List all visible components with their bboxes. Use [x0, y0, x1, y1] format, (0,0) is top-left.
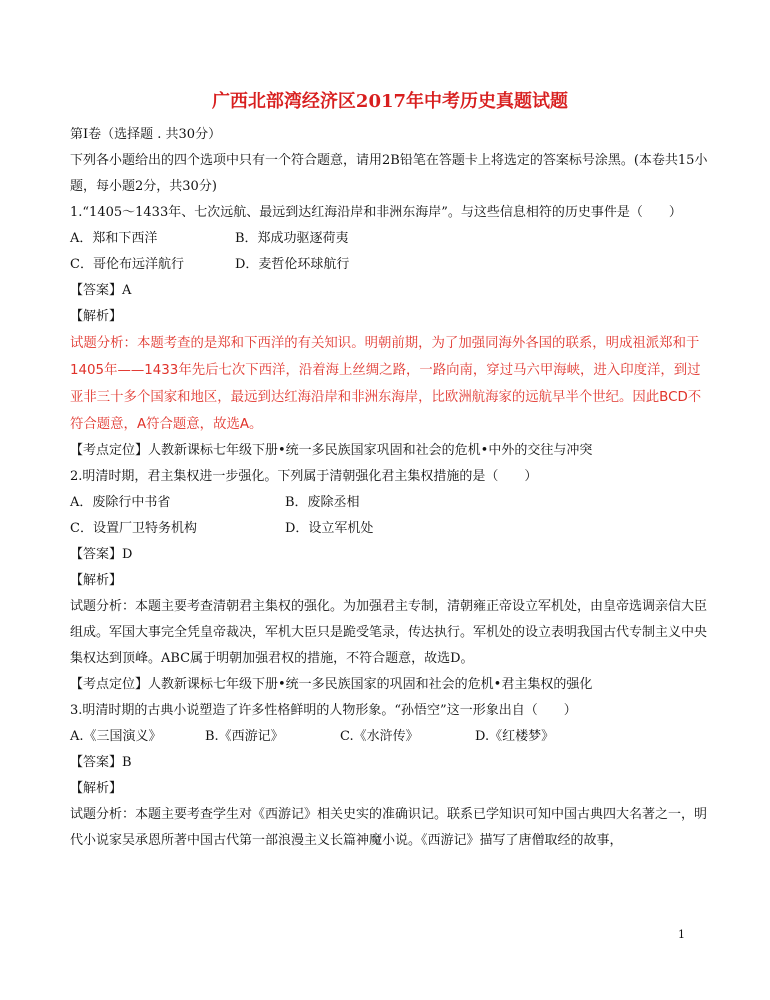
question-1-option-d: D．麦哲伦环球航行	[235, 257, 350, 272]
question-1-option-a: A．郑和下西洋	[70, 231, 158, 246]
question-1-option-b: B．郑成功驱逐荷夷	[235, 231, 349, 246]
question-2-option-b: B．废除丞相	[285, 495, 360, 510]
question-3-analysis-label: 【解析】	[70, 781, 123, 796]
question-2-option-a: A．废除行中书省	[70, 495, 171, 510]
question-3-analysis: 试题分析：本题主要考查学生对《西游记》相关史实的准确识记。联系已学知识可知中国古典四大名著之一，明代小说家吴承恩所著中国古代第一部浪漫主义长篇神魔小说。《西游记》描写了唐僧取经的故事，	[70, 807, 708, 848]
question-2-key-point: 【考点定位】人教新课标七年级下册•统一多民族国家的巩固和社会的危机•君主集权的强化	[70, 677, 593, 692]
question-1-option-c: C．哥伦布远洋航行	[70, 257, 184, 272]
question-2-stem: 2.明清时期，君主集权进一步强化。下列属于清朝强化君主集权措施的是（ ）	[70, 469, 538, 484]
instructions: 下列各小题给出的四个选项中只有一个符合题意，请用2B铅笔在答题卡上将选定的答案标号涂黑。(本卷共15小题，每小题2分，共30分)	[70, 153, 708, 194]
question-3-option-d: D.《红楼梦》	[475, 729, 555, 744]
question-3-option-b: B.《西游记》	[205, 729, 284, 744]
question-1-options-row1	[70, 226, 710, 252]
question-3-answer: 【答案】B	[70, 755, 132, 770]
question-2-analysis: 试题分析：本题主要考查清朝君主集权的强化。为加强君主专制，清朝雍正帝设立军机处，由皇帝选调亲信大臣组成。军国大事完全凭皇帝裁决，军机大臣只是跪受笔录，传达执行。军机处的设立表明我国古代专制主义中央集权达到顶峰。ABC属于明朝加强君权的措施，不符合题意，故选D。	[70, 599, 708, 666]
question-3-option-c: C.《水浒传》	[340, 729, 419, 744]
question-1-analysis-label: 【解析】	[70, 309, 123, 324]
question-2-option-c: C．设置厂卫特务机构	[70, 521, 197, 536]
question-3-option-a: A.《三国演义》	[70, 729, 162, 744]
question-3-options-row	[70, 724, 710, 750]
question-1-options-row2	[70, 252, 710, 278]
question-3-stem: 3.明清时期的古典小说塑造了许多性格鲜明的人物形象。“孙悟空”这一形象出自（ ）	[70, 703, 577, 718]
page-content	[70, 88, 710, 854]
question-2-answer: 【答案】D	[70, 547, 133, 562]
question-1-analysis: 试题分析：本题考查的是郑和下西洋的有关知识。明朝前期，为了加强同海外各国的联系，明成祖派郑和于1405年——1433年先后七次下西洋，沿着海上丝绸之路，一路向南，穿过马六甲海峡，进入印度洋，到过亚非三十多个国家和地区，最远到达红海沿岸和非洲东海岸，比欧洲航海家的远航早半个世纪。因此BCD不符合题意，A符合题意，故选A。	[70, 336, 702, 432]
question-1-answer: 【答案】A	[70, 283, 132, 298]
question-2-analysis-label: 【解析】	[70, 573, 123, 588]
question-1-key-point: 【考点定位】人教新课标七年级下册•统一多民族国家巩固和社会的危机•中外的交往与冲突	[70, 443, 593, 458]
page-number: 1	[678, 928, 685, 941]
section-header: 第Ⅰ卷（选择题 . 共30分）	[70, 127, 222, 142]
exam-title: 广西北部湾经济区2017年中考历史真题试题	[211, 91, 569, 112]
question-1-stem: 1.“1405～1433年、七次远航、最远到达红海沿岸和非洲东海岸”。与这些信息相符的历史事件是（ ）	[70, 205, 682, 220]
question-2-option-d: D．设立军机处	[285, 521, 374, 536]
question-2-options-row1	[70, 490, 710, 516]
question-2-options-row2	[70, 516, 710, 542]
